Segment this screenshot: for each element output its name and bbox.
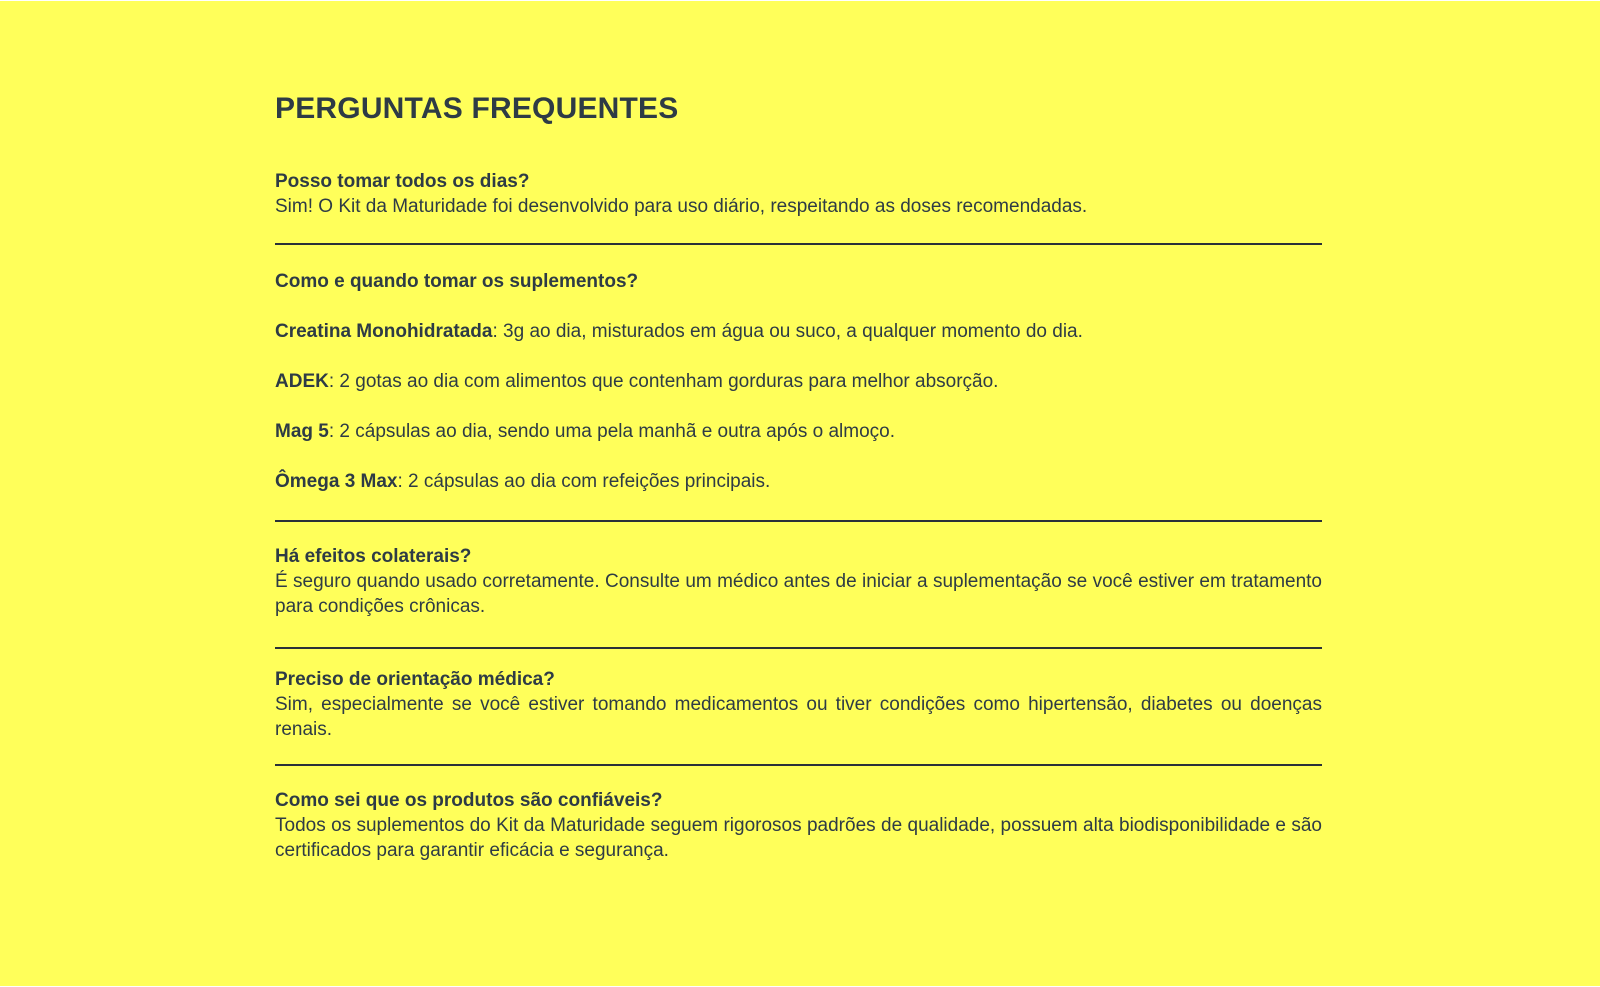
faq-item: [275, 788, 1322, 863]
divider: [275, 243, 1322, 245]
dose-line: [275, 469, 1322, 494]
divider: [275, 647, 1322, 649]
faq-answer: Sim, especialmente se você estiver tomando medicamentos ou tiver condições como hipertensão, diabetes ou doenças renais.: [275, 694, 1322, 740]
faq-panel: [0, 1, 1600, 986]
faq-item: [275, 269, 1322, 494]
faq-answer: Sim! O Kit da Maturidade foi desenvolvido para uso diário, respeitando as doses recomendadas.: [275, 196, 1088, 217]
faq-item: [275, 667, 1322, 742]
dose-line: [275, 419, 1322, 444]
faq-question: Há efeitos colaterais?: [275, 546, 472, 567]
faq-title: PERGUNTAS FREQUENTES: [275, 92, 679, 125]
dose-text: : 3g ao dia, misturados em água ou suco, a qualquer momento do dia.: [492, 321, 1083, 342]
faq-question: Como sei que os produtos são confiáveis?: [275, 790, 663, 811]
supplement-name: ADEK: [275, 371, 329, 392]
faq-section: [275, 89, 1322, 863]
faq-question: Preciso de orientação médica?: [275, 669, 555, 690]
supplement-name: Mag 5: [275, 421, 329, 442]
faq-item: [275, 169, 1322, 219]
divider: [275, 520, 1322, 522]
dose-text: : 2 cápsulas ao dia, sendo uma pela manhã e outra após o almoço.: [328, 421, 895, 442]
faq-question: Como e quando tomar os suplementos?: [275, 271, 639, 292]
dose-text: : 2 gotas ao dia com alimentos que contenham gorduras para melhor absorção.: [328, 371, 999, 392]
dose-line: [275, 319, 1322, 344]
faq-item: [275, 544, 1322, 619]
supplement-name: Ômega 3 Max: [275, 471, 398, 492]
supplement-name: Creatina Monohidratada: [275, 321, 493, 342]
divider: [275, 764, 1322, 766]
faq-answer: Todos os suplementos do Kit da Maturidade seguem rigorosos padrões de qualidade, possuem alta biodisponibilidade e são certificados para garantir eficácia e segurança.: [275, 815, 1322, 861]
faq-question: Posso tomar todos os dias?: [275, 171, 530, 192]
dose-text: : 2 cápsulas ao dia com refeições principais.: [397, 471, 771, 492]
dose-line: [275, 369, 1322, 394]
faq-answer: É seguro quando usado corretamente. Consulte um médico antes de iniciar a suplementação se você estiver em tratamento para condições crônicas.: [275, 571, 1322, 617]
